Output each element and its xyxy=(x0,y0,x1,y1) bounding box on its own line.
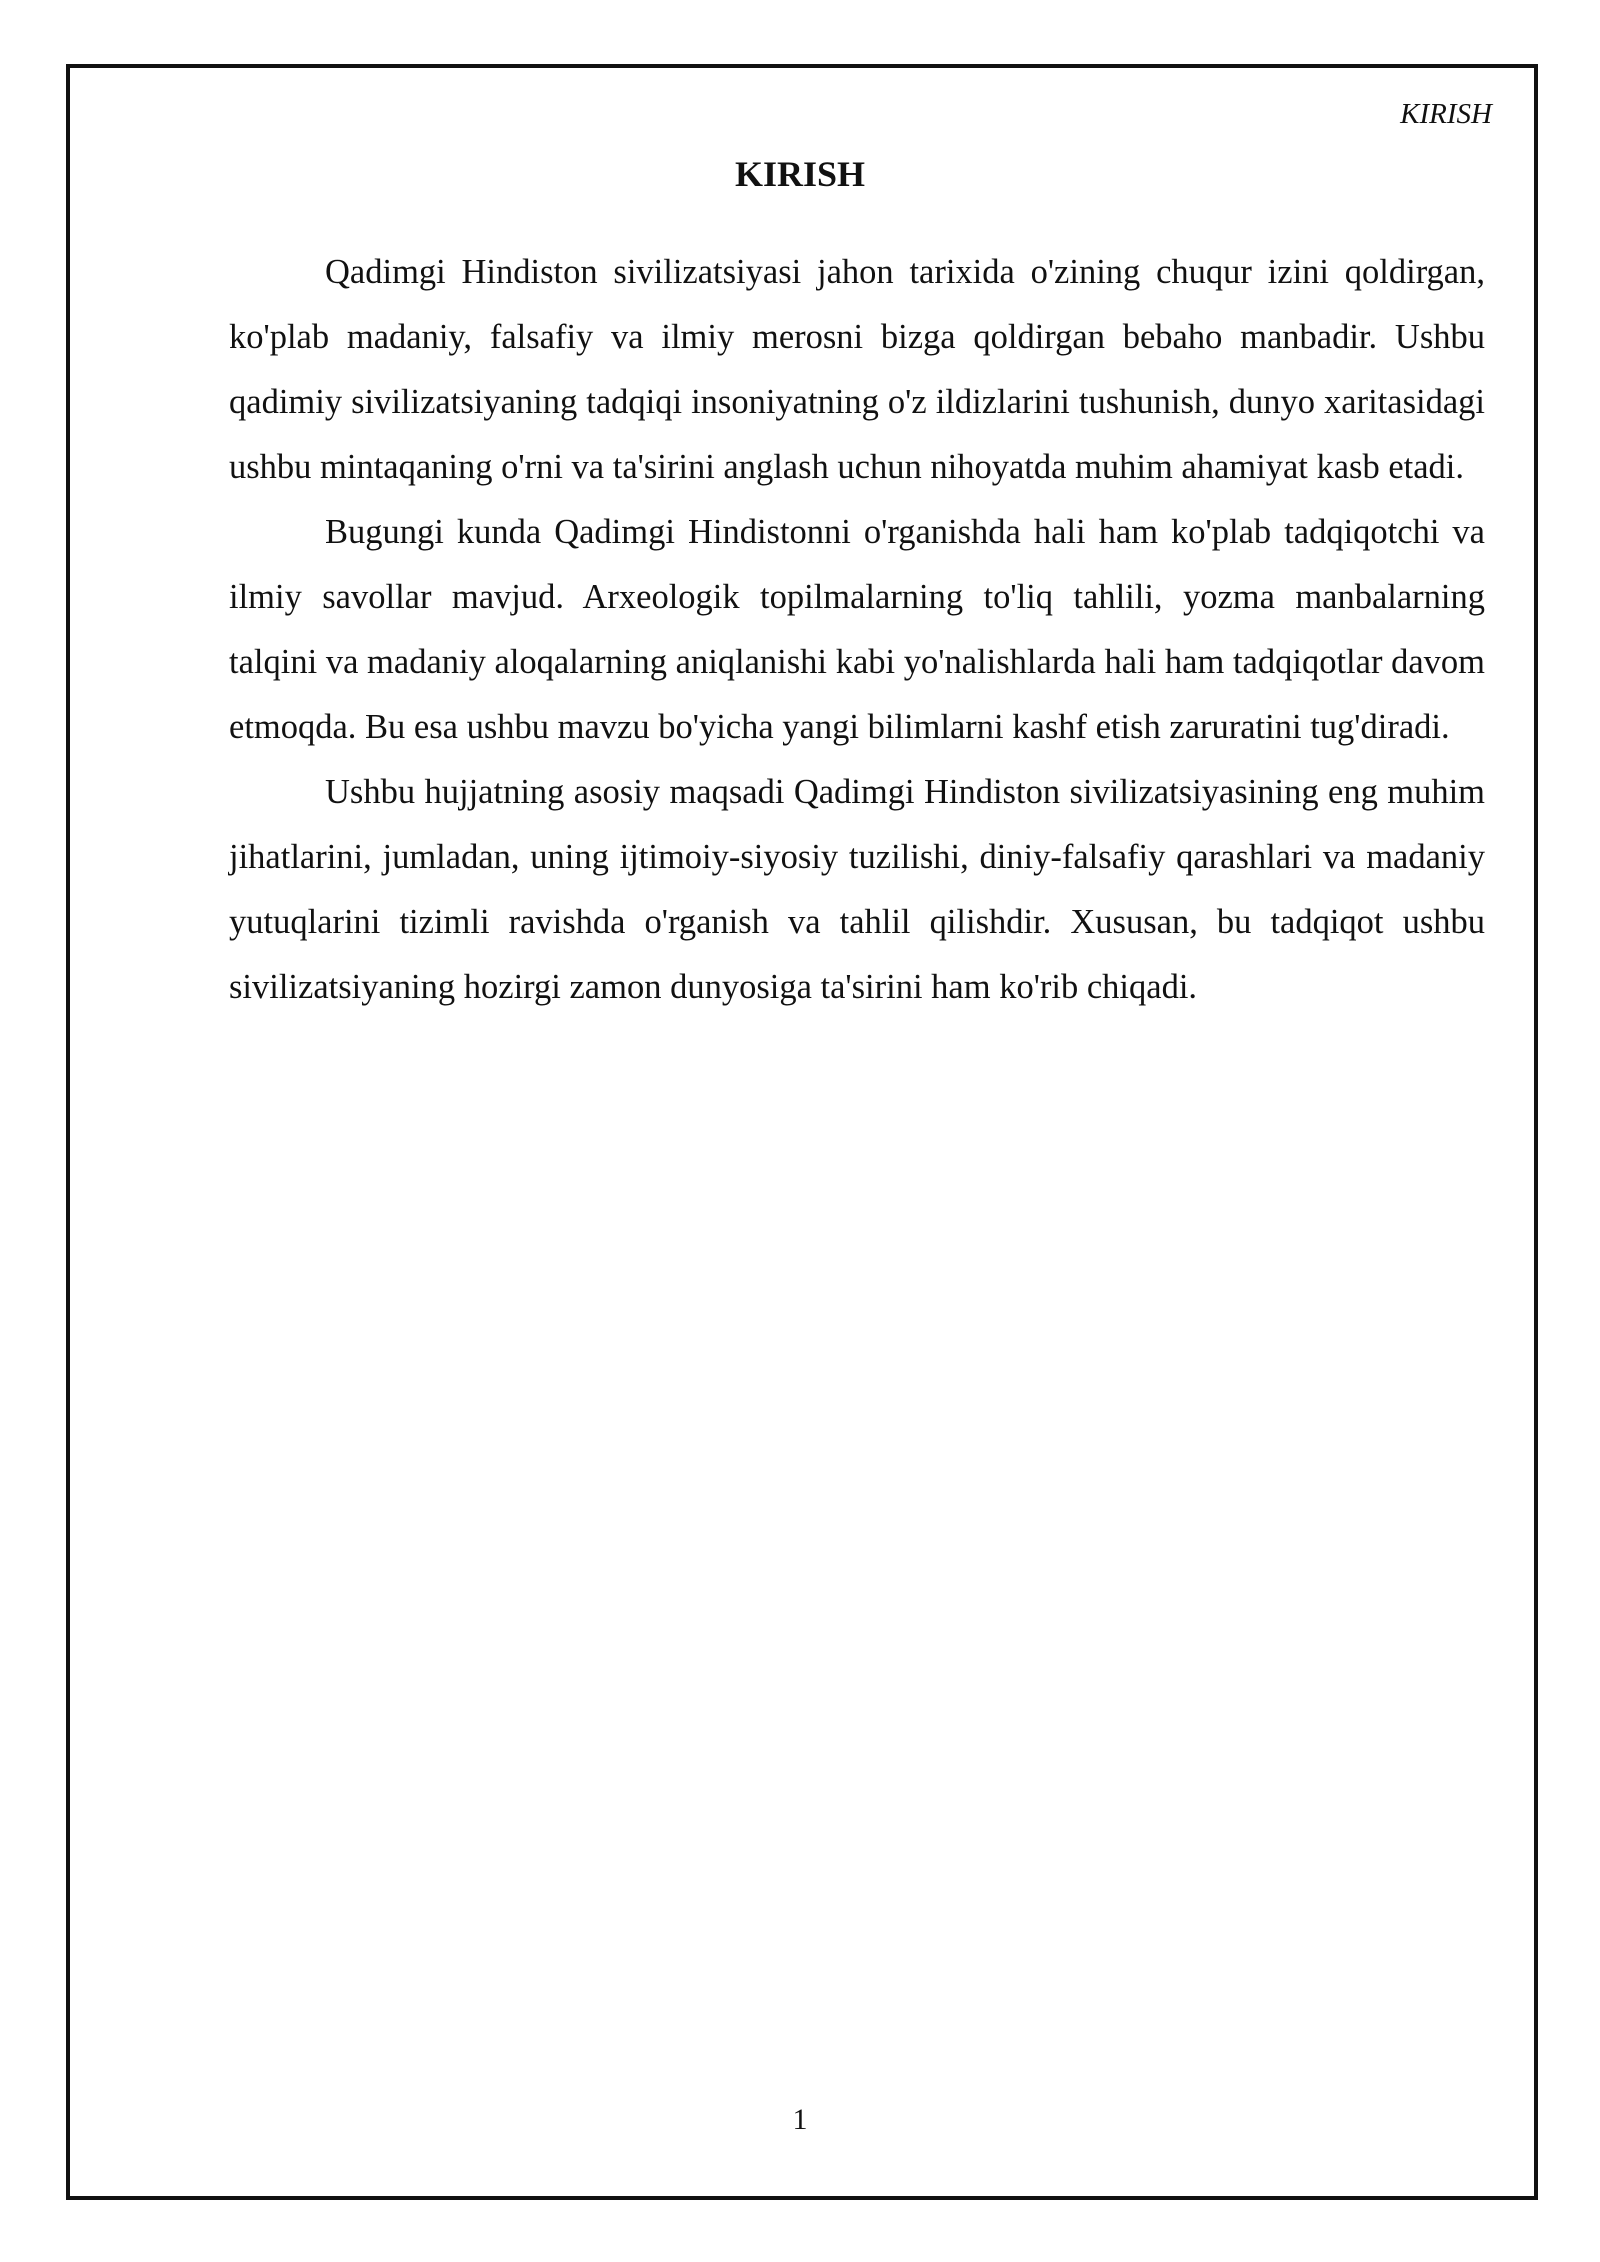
body-text xyxy=(229,240,1485,1020)
paragraph-2: Bugungi kunda Qadimgi Hindistonni o'rganishda hali ham ko'plab tadqiqotchi va ilmiy savollar mavjud. Arxeologik topilmalarning to'liq tahlili, yozma manbalarning talqini va madaniy aloqalarning aniqlanishi kabi yo'nalishlarda hali ham tadqiqotlar davom etmoqda. Bu esa ushbu mavzu bo'yicha yangi bilimlarni kashf etish zaruratini tug'diradi. xyxy=(229,513,1485,746)
page-number: 1 xyxy=(792,2103,808,2136)
paragraph-1: Qadimgi Hindiston sivilizatsiyasi jahon tarixida o'zining chuqur izini qoldirgan, ko'plab madaniy, falsafiy va ilmiy merosni bizga qoldirgan bebaho manbadir. Ushbu qadimiy sivilizatsiyaning tadqiqi insoniyatning o'z ildizlarini tushunish, dunyo xaritasidagi ushbu mintaqaning o'rni va ta'sirini anglash uchun nihoyatda muhim ahamiyat kasb etadi. xyxy=(229,253,1485,486)
paragraph-3: Ushbu hujjatning asosiy maqsadi Qadimgi Hindiston sivilizatsiyasining eng muhim jihatlarini, jumladan, uning ijtimoiy-siyosiy tuzilishi, diniy-falsafiy qarashlari va madaniy yutuqlarini tizimli ravishda o'rganish va tahlil qilishdir. Xususan, bu tadqiqot ushbu sivilizatsiyaning hozirgi zamon dunyosiga ta'sirini ham ko'rib chiqadi. xyxy=(229,773,1485,1006)
running-header: KIRISH xyxy=(1400,98,1492,130)
page-title: KIRISH xyxy=(734,154,866,194)
